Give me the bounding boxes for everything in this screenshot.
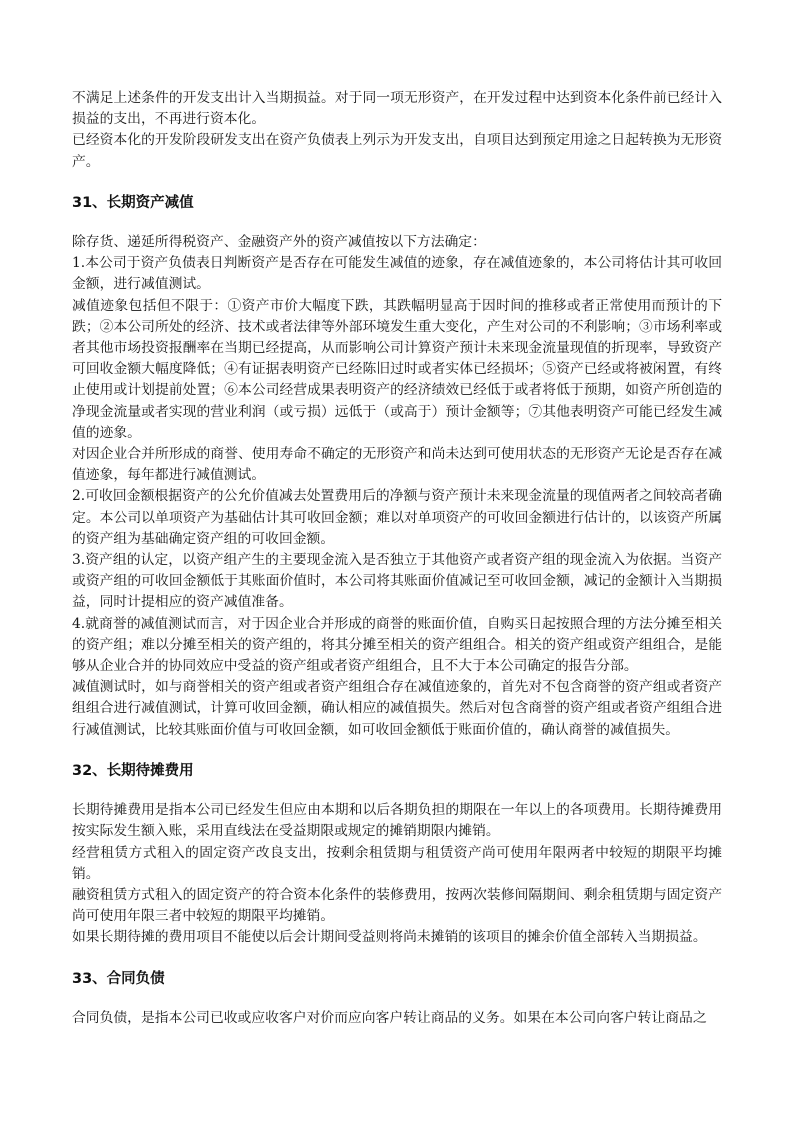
intro-paragraph: 不满足上述条件的开发支出计入当期损益。对于同一项无形资产，在开发过程中达到资本化条件前已经计入损益的支出，不再进行资本化。 <box>72 90 722 128</box>
section-32-paragraph: 融资租赁方式租入的固定资产的符合资本化条件的装修费用，按两次装修间隔期间、剩余租赁期与固定资产尚可使用年限三者中较短的期限平均摊销。 <box>72 886 722 925</box>
section-31-paragraph: 4.就商誉的减值测试而言，对于因企业合并形成的商誉的账面价值，自购买日起按照合理的方法分摊至相关的资产组；难以分摊至相关的资产组的，将其分摊至相关的资产组组合。相关的资产组或资产组组合，是能够从企业合并的协同效应中受益的资产组或者资产组组合，且不大于本公司确定的报告分部。 <box>72 615 722 675</box>
section-31-paragraph: 除存货、递延所得税资产、金融资产外的资产减值按以下方法确定： <box>72 234 486 251</box>
section-heading-33: 33、合同负债 <box>72 970 165 987</box>
section-31-paragraph: 2.可收回金额根据资产的公允价值减去处置费用后的净额与资产预计未来现金流量的现值两者之间较高者确定。本公司以单项资产为基础估计其可收回金额；难以对单项资产的可收回金额进行估计的，以该资产所属的资产组为基础确定资产组的可收回金额。 <box>72 488 722 547</box>
section-31-paragraph: 减值迹象包括但不限于：①资产市价大幅度下跌，其跌幅明显高于因时间的推移或者正常使用而预计的下跌；②本公司所处的经济、技术或者法律等外部环境发生重大变化，产生对公司的不利影响；③市场利率或者其他市场投资报酬率在当期已经提高，从而影响公司计算资产预计未来现金流量现值的折现率，导致资产可回收金额大幅度降低；④有证据表明资产已经陈旧过时或者实体已经损坏；⑤资产已经或将被闲置，有终止使用或计划提前处置；⑥本公司经营成果表明资产的经济绩效已经低于或者将低于预期，如资产所创造的净现金流量或者实现的营业利润（或亏损）远低于（或高于）预计金额等；⑦其他表明资产可能已经发生减值的迹象。 <box>72 297 722 441</box>
section-32-paragraph: 长期待摊费用是指本公司已经发生但应由本期和以后各期负担的期限在一年以上的各项费用。长期待摊费用按实际发生额入账，采用直线法在受益期限或规定的摊销期限内摊销。 <box>72 802 722 840</box>
section-31-paragraph: 3.资产组的认定，以资产组产生的主要现金流入是否独立于其他资产或者资产组的现金流入为依据。当资产或资产组的可收回金额低于其账面价值时，本公司将其账面价值减记至可收回金额，减记的金额计入当期损益，同时计提相应的资产减值准备。 <box>72 552 722 611</box>
section-33-paragraph: 合同负债，是指本公司已收或应收客户对价而应向客户转让商品的义务。如果在本公司向客户转让商品之 <box>72 1009 707 1026</box>
section-31-paragraph: 对因企业合并所形成的商誉、使用寿命不确定的无形资产和尚未达到可使用状态的无形资产无论是否存在减值迹象，每年都进行减值测试。 <box>72 446 722 484</box>
section-heading-31: 31、长期资产减值 <box>72 194 194 211</box>
section-32-paragraph: 经营租赁方式租入的固定资产改良支出，按剩余租赁期与租赁资产尚可使用年限两者中较短的期限平均摊销。 <box>72 844 722 882</box>
section-heading-32: 32、长期待摊费用 <box>72 762 194 779</box>
section-31-paragraph: 1.本公司于资产负债表日判断资产是否存在可能发生减值的迹象，存在减值迹象的，本公司将估计其可收回金额，进行减值测试。 <box>72 255 722 293</box>
section-32-paragraph: 如果长期待摊的费用项目不能使以后会计期间受益则将尚未摊销的该项目的摊余价值全部转入当期损益。 <box>72 929 707 946</box>
section-31-paragraph: 减值测试时，如与商誉相关的资产组或者资产组组合存在减值迹象的，首先对不包含商誉的资产组或者资产组组合进行减值测试，计算可收回金额，确认相应的减值损失。然后对包含商誉的资产组或者资产组组合进行减值测试，比较其账面价值与可收回金额，如可收回金额低于账面价值的，确认商誉的减值损失。 <box>72 679 722 738</box>
intro-paragraph: 已经资本化的开发阶段研发支出在资产负债表上列示为开发支出，自项目达到预定用途之日起转换为无形资产。 <box>72 132 722 170</box>
